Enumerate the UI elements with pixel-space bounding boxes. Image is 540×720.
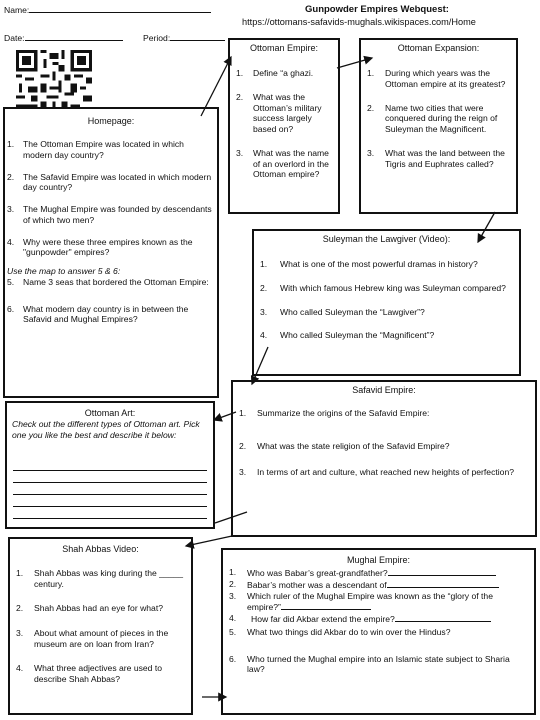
answer-line[interactable] bbox=[13, 518, 207, 519]
ottoman-expansion-section bbox=[359, 38, 518, 214]
answer-blank[interactable] bbox=[395, 613, 491, 622]
safavid-section bbox=[231, 380, 537, 537]
ottoman-expansion-title: Ottoman Expansion: bbox=[397, 43, 480, 53]
date-blank[interactable] bbox=[25, 32, 123, 41]
ottoman-art-instructions: Check out the different types of Ottoman art. Pick one you like the best and describe it below: bbox=[12, 419, 200, 440]
name-label: Name: bbox=[4, 4, 211, 16]
ottoman-expansion-question: 2. Name two cities that were conquered during the reign of Suleyman the Magnificent. bbox=[367, 102, 498, 135]
period-blank[interactable] bbox=[170, 32, 225, 41]
mughal-question: 6. Who turned the Mughal empire into an Islamic state subject to Sharia law? bbox=[229, 653, 510, 675]
webquest-url[interactable]: https://ottomans-safavids-mughals.wikispaces.com/Home bbox=[242, 17, 476, 27]
suleyman-question: 2. With which famous Hebrew king was Suleyman compared? bbox=[260, 282, 506, 293]
page-title: Gunpowder Empires Webquest: bbox=[305, 4, 449, 15]
homepage-question: 3. The Mughal Empire was founded by descendants of which two men? bbox=[7, 204, 212, 225]
name-blank[interactable] bbox=[29, 4, 211, 13]
shah-abbas-question: 2. Shah Abbas had an eye for what? bbox=[16, 602, 164, 613]
answer-line[interactable] bbox=[13, 482, 207, 483]
map-note: Use the map to answer 5 & 6: bbox=[7, 266, 121, 277]
answer-line[interactable] bbox=[13, 506, 207, 507]
suleyman-question: 4. Who called Suleyman the “Magnificent”? bbox=[260, 330, 435, 341]
answer-line[interactable] bbox=[13, 494, 207, 495]
answer-line[interactable] bbox=[13, 470, 207, 471]
homepage-question: 4. Why were these three empires known as the "gunpowder" empires? bbox=[7, 236, 193, 258]
homepage-section bbox=[3, 107, 219, 398]
safavid-question: 3. In terms of art and culture, what reached new heights of perfection? bbox=[239, 466, 515, 477]
mughal-question: 3. Which ruler of the Mughal Empire was known as the “glory of the empire?” bbox=[229, 590, 493, 613]
safavid-question: 2. What was the state religion of the Safavid Empire? bbox=[239, 440, 450, 451]
shah-abbas-section bbox=[8, 537, 193, 715]
suleyman-section bbox=[252, 229, 521, 376]
shah-abbas-question: 1. Shah Abbas was king during the _____ century. bbox=[16, 568, 184, 589]
period-label: Period: bbox=[143, 32, 225, 44]
answer-blank[interactable] bbox=[387, 579, 499, 588]
mughal-question: 1. Who was Babar’s great-grandfather? bbox=[223, 567, 528, 579]
mughal-section bbox=[221, 548, 536, 715]
suleyman-title: Suleyman the Lawgiver (Video): bbox=[322, 234, 451, 244]
ottoman-empire-section bbox=[228, 38, 340, 214]
ottoman-empire-question: 2. What was the Ottoman’s military success largely based on? bbox=[236, 91, 322, 135]
mughal-title: Mughal Empire: bbox=[346, 555, 411, 565]
answer-blank[interactable] bbox=[281, 601, 371, 610]
mughal-question: 4. How far did Akbar extend the empire? bbox=[223, 613, 528, 625]
answer-blank[interactable] bbox=[388, 567, 496, 576]
safavid-question: 1. Summarize the origins of the Safavid Empire: bbox=[239, 408, 430, 419]
ottoman-empire-question: 1. Define “a ghazi. bbox=[236, 68, 314, 79]
shah-abbas-question: 4. What three adjectives are used to describe Shah Abbas? bbox=[16, 662, 163, 684]
mughal-question: 2. Babar’s mother was a descendant of bbox=[223, 579, 528, 591]
mughal-question: 5. What two things did Akbar do to win over the Hindus? bbox=[229, 626, 451, 637]
homepage-question: 5. Name 3 seas that bordered the Ottoman Empire: bbox=[7, 276, 209, 287]
homepage-question: 1. The Ottoman Empire was located in which modern day country? bbox=[7, 139, 184, 160]
shah-abbas-title: Shah Abbas Video: bbox=[62, 544, 139, 554]
shah-abbas-question: 3. About what amount of pieces in the museum are on loan from Iran? bbox=[16, 628, 169, 650]
ottoman-expansion-question: 1. During which years was the Ottoman empire at its greatest? bbox=[367, 68, 506, 89]
ottoman-expansion-question: 3. What was the land between the Tigris and Euphrates called? bbox=[367, 147, 505, 169]
homepage-question: 2. The Safavid Empire was located in which modern day country? bbox=[7, 171, 212, 193]
homepage-title: Homepage: bbox=[87, 116, 135, 126]
ottoman-art-section bbox=[5, 401, 215, 529]
ottoman-empire-question: 3. What was the name of an overlord in the Ottoman empire? bbox=[236, 147, 329, 180]
ottoman-empire-title: Ottoman Empire: bbox=[249, 43, 319, 53]
safavid-title: Safavid Empire: bbox=[352, 385, 416, 395]
date-label: Date: bbox=[4, 32, 123, 44]
homepage-question: 6. What modern day country is in between the Safavid and Mughal Empires? bbox=[7, 303, 189, 325]
suleyman-question: 3. Who called Suleyman the “Lawgiver”? bbox=[260, 306, 425, 317]
suleyman-question: 1. What is one of the most powerful dramas in history? bbox=[260, 259, 478, 270]
ottoman-art-title: Ottoman Art: bbox=[84, 408, 136, 418]
